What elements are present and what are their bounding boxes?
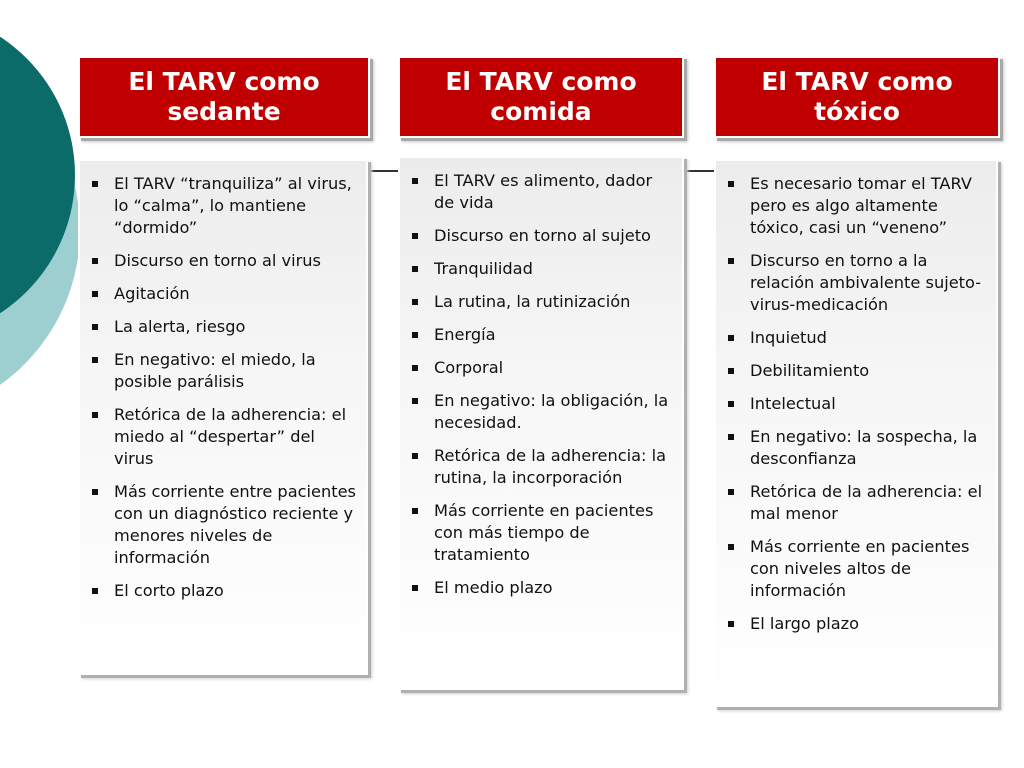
list-item: Más corriente en pacientes con niveles altos de información	[728, 536, 986, 602]
bullet-icon	[728, 258, 734, 264]
list-item: Intelectual	[728, 393, 986, 415]
list-item: Debilitamiento	[728, 360, 986, 382]
bullet-icon	[92, 357, 98, 363]
bullet-icon	[412, 233, 418, 239]
list-item: Corporal	[412, 357, 672, 379]
bullet-icon	[92, 258, 98, 264]
bullet-icon	[728, 544, 734, 550]
panel-toxico	[714, 159, 998, 707]
bullet-icon	[412, 398, 418, 404]
bullet-icon	[92, 489, 98, 495]
list-item: Energía	[412, 324, 672, 346]
list-item: Más corriente entre pacientes con un diagnóstico reciente y menores niveles de información	[92, 481, 356, 569]
header-toxico	[714, 56, 1000, 138]
list-item: Tranquilidad	[412, 258, 672, 280]
list-item: La rutina, la rutinización	[412, 291, 672, 313]
list-item: Es necesario tomar el TARV pero es algo altamente tóxico, casi un “veneno”	[728, 173, 986, 239]
list-toxico	[728, 173, 986, 635]
bullet-icon	[728, 401, 734, 407]
bullet-icon	[92, 291, 98, 297]
list-item: El TARV es alimento, dador de vida	[412, 170, 672, 214]
connector-line-left	[370, 170, 400, 172]
list-item: En negativo: la sospecha, la desconfianza	[728, 426, 986, 470]
list-sedante	[92, 173, 356, 602]
list-item: Discurso en torno a la relación ambivalente sujeto-virus-medicación	[728, 250, 986, 316]
header-comida	[398, 56, 684, 138]
list-item: Discurso en torno al sujeto	[412, 225, 672, 247]
header-toxico-line1: El TARV como	[761, 67, 953, 96]
header-comida-line2: comida	[490, 97, 592, 126]
bullet-icon	[412, 508, 418, 514]
panel-sedante	[78, 159, 368, 675]
list-item: Retórica de la adherencia: el mal menor	[728, 481, 986, 525]
bullet-icon	[728, 489, 734, 495]
connector-line-right	[686, 170, 714, 172]
list-item: Discurso en torno al virus	[92, 250, 356, 272]
bullet-icon	[92, 588, 98, 594]
bullet-icon	[728, 621, 734, 627]
header-sedante	[78, 56, 370, 138]
bullet-icon	[412, 365, 418, 371]
bullet-icon	[412, 332, 418, 338]
list-item: Inquietud	[728, 327, 986, 349]
header-comida-line1: El TARV como	[445, 67, 637, 96]
bullet-icon	[412, 453, 418, 459]
list-item: El corto plazo	[92, 580, 356, 602]
list-item: El medio plazo	[412, 577, 672, 599]
header-sedante-line2: sedante	[167, 97, 281, 126]
list-item: La alerta, riesgo	[92, 316, 356, 338]
list-item: Retórica de la adherencia: el miedo al “despertar” del virus	[92, 404, 356, 470]
bullet-icon	[412, 585, 418, 591]
bullet-icon	[412, 266, 418, 272]
list-item: Agitación	[92, 283, 356, 305]
bullet-icon	[728, 368, 734, 374]
list-item: El largo plazo	[728, 613, 986, 635]
bullet-icon	[728, 181, 734, 187]
bullet-icon	[92, 412, 98, 418]
list-comida	[412, 170, 672, 599]
panel-comida	[398, 156, 684, 690]
header-toxico-line2: tóxico	[814, 97, 900, 126]
list-item: Más corriente en pacientes con más tiempo de tratamiento	[412, 500, 672, 566]
bullet-icon	[728, 434, 734, 440]
list-item: En negativo: el miedo, la posible parálisis	[92, 349, 356, 393]
list-item: En negativo: la obligación, la necesidad.	[412, 390, 672, 434]
bullet-icon	[728, 335, 734, 341]
list-item: Retórica de la adherencia: la rutina, la incorporación	[412, 445, 672, 489]
bullet-icon	[412, 299, 418, 305]
bullet-icon	[92, 324, 98, 330]
bullet-icon	[412, 178, 418, 184]
list-item: El TARV “tranquiliza” al virus, lo “calma”, lo mantiene “dormido”	[92, 173, 356, 239]
bullet-icon	[92, 181, 98, 187]
header-sedante-line1: El TARV como	[128, 67, 320, 96]
